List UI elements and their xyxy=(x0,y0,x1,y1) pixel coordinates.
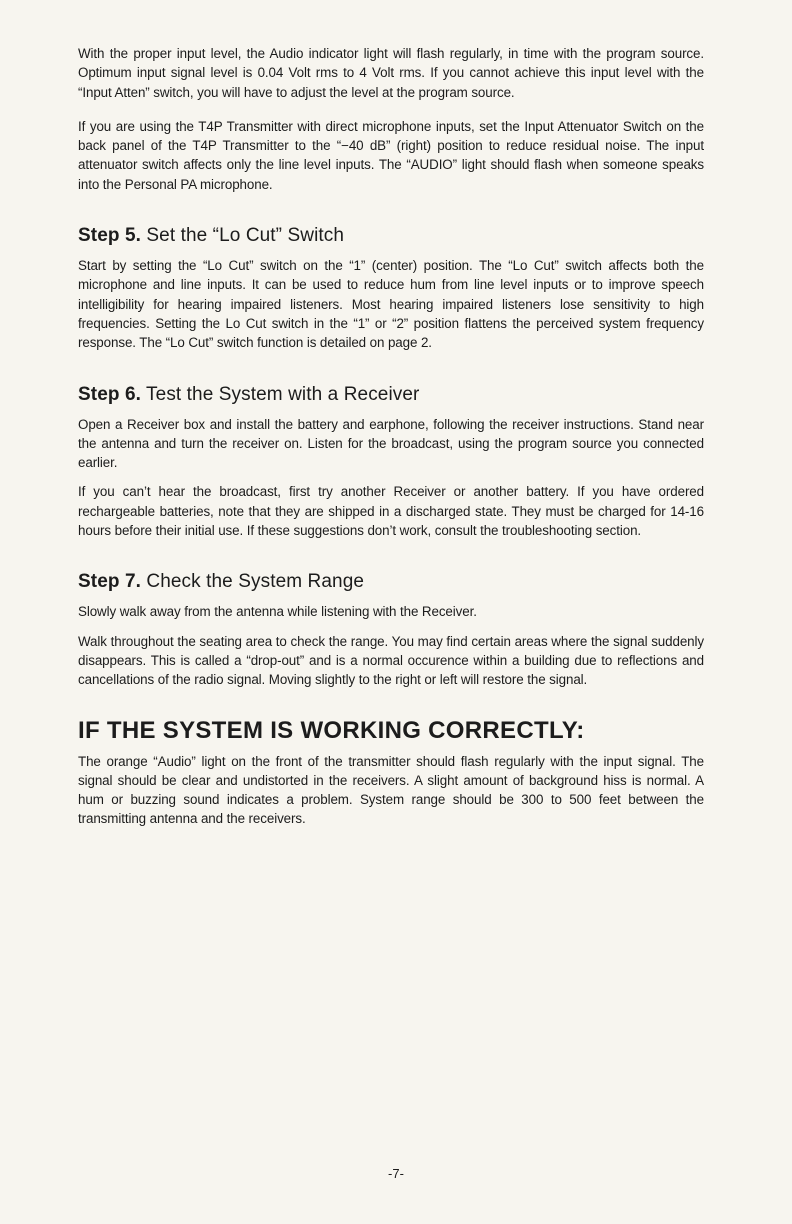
page-number: -7- xyxy=(388,1166,404,1181)
step6-title: Test the System with a Receiver xyxy=(146,383,420,405)
manual-page xyxy=(78,44,704,829)
step6-heading xyxy=(78,383,704,407)
step5-title: Set the “Lo Cut” Switch xyxy=(146,225,345,247)
step5-number: Step 5. xyxy=(78,225,141,247)
step7-paragraph-dropout: Walk throughout the seating area to check the range. You may find certain areas where the signal suddenly disappears. This is called a “drop-out” and is a normal occurence within a building due to reflections and cancellations of the radio signal. Moving slightly to the right or left will restore the signal. xyxy=(78,633,704,688)
step6-number: Step 6. xyxy=(78,383,141,405)
working-correctly-heading: IF THE SYSTEM IS WORKING CORRECTLY: xyxy=(78,716,585,744)
step7-paragraph-walk-away: Slowly walk away from the antenna while listening with the Receiver. xyxy=(78,604,477,620)
step7-title: Check the System Range xyxy=(146,571,365,593)
step7-number: Step 7. xyxy=(78,571,141,593)
step5-heading xyxy=(78,224,704,248)
working-correctly-paragraph: The orange “Audio” light on the front of the transmitter should flash regularly with the input signal. The signal should be clear and undistorted in the receivers. A slight amount of background hiss is normal. A hum or buzzing sound indicates a problem. System range should be 300 to 500 feet between the transmitting antenna and the receivers. xyxy=(78,753,704,827)
intro-paragraph-microphone-inputs: If you are using the T4P Transmitter with direct microphone inputs, set the Input Attenuator Switch on the back panel of the T4P Transmitter to the “−40 dB” (right) position to reduce residual noise. The input attenuator switch affects only the line level inputs. The “AUDIO” light should flash when someone speaks into the Personal PA microphone. xyxy=(78,118,704,192)
step6-paragraph-troubleshoot: If you can’t hear the broadcast, first try another Receiver or another battery. If you have ordered rechargeable batteries, note that they are shipped in a discharged state. They must be charged for 14-16 hours before their initial use. If these suggestions don’t work, consult the troubleshooting section. xyxy=(78,484,704,539)
step7-heading xyxy=(78,570,704,594)
step5-paragraph: Start by setting the “Lo Cut” switch on the “1” (center) position. The “Lo Cut” switch affects both the microphone and line inputs. It can be used to reduce hum from line level inputs or to improve speech intelligibility for hearing impaired listeners. Most hearing impaired listeners lose sensitivity to high frequencies. Setting the Lo Cut switch in the “1” or “2” position flattens the perceived system frequency response. The “Lo Cut” switch function is detailed on page 2. xyxy=(78,258,704,351)
intro-paragraph-input-level: With the proper input level, the Audio indicator light will flash regularly, in time with the program source. Optimum input signal level is 0.04 Volt rms to 4 Volt rms. If you cannot achieve this input level with the “Input Atten” switch, you will have to adjust the level at the program source. xyxy=(78,46,704,100)
step6-paragraph-open-receiver: Open a Receiver box and install the battery and earphone, following the receiver instructions. Stand near the antenna and turn the receiver on. Listen for the broadcast, using the program source you connected earlier. xyxy=(78,416,704,471)
